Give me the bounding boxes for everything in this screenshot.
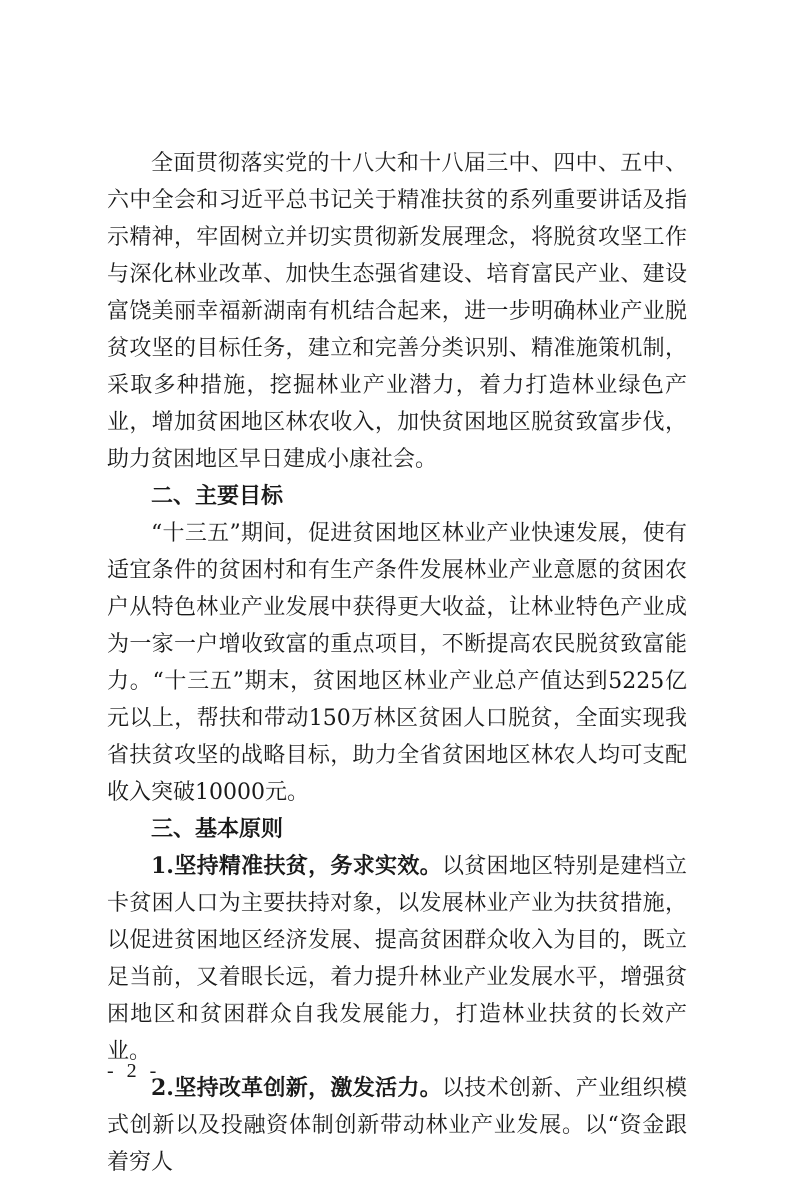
principle-1-title: 1.坚持精准扶贫，务求实效。	[151, 853, 442, 879]
principle-2-body: 以技术创新、产业组织模式创新以及投融资体制创新带动林业产业发展。以“资金跟着穷人	[107, 1076, 687, 1175]
document-body	[107, 145, 687, 1181]
section-heading-basic-principles: 三、基本原则	[151, 817, 284, 842]
principle-2-paragraph	[107, 1070, 687, 1181]
principle-2-title: 2.坚持改革创新，激发活力。	[151, 1075, 442, 1101]
main-goals-paragraph: “十三五”期间，促进贫困地区林业产业快速发展，使有适宜条件的贫困村和有生产条件发展林业产业意愿的贫困农户从特色林业产业发展中获得更大收益，让林业特色产业成为一家一户增收致富的重点项目，不断提高农民脱贫致富能力。“十三五”期末，贫困地区林业产业总产值达到5225亿元以上，帮扶和带动150万林区贫困人口脱贫，全面实现我省扶贫攻坚的战略目标，助力全省贫困地区林农人均可支配收入突破10000元。	[107, 521, 687, 805]
page-number: - 2 -	[107, 1060, 161, 1082]
intro-paragraph: 全面贯彻落实党的十八大和十八届三中、四中、五中、六中全会和习近平总书记关于精准扶贫的系列重要讲话及指示精神，牢固树立并切实贯彻新发展理念，将脱贫攻坚工作与深化林业改革、加快生态强省建设、培育富民产业、建设富饶美丽幸福新湖南有机结合起来，进一步明确林业产业脱贫攻坚的目标任务，建立和完善分类识别、精准施策机制，采取多种措施，挖掘林业产业潜力，着力打造林业绿色产业，增加贫困地区林农收入，加快贫困地区脱贫致富步伐，助力贫困地区早日建成小康社会。	[107, 151, 687, 472]
section-heading-main-goals: 二、主要目标	[151, 484, 284, 509]
principle-1-body: 以贫困地区特别是建档立卡贫困人口为主要扶持对象，以发展林业产业为扶贫措施，以促进贫困地区经济发展、提高贫困群众收入为目的，既立足当前，又着眼长远，着力提升林业产业发展水平，增强贫困地区和贫困群众自我发展能力，打造林业扶贫的长效产业。	[107, 854, 687, 1064]
principle-1-paragraph	[107, 848, 687, 1070]
